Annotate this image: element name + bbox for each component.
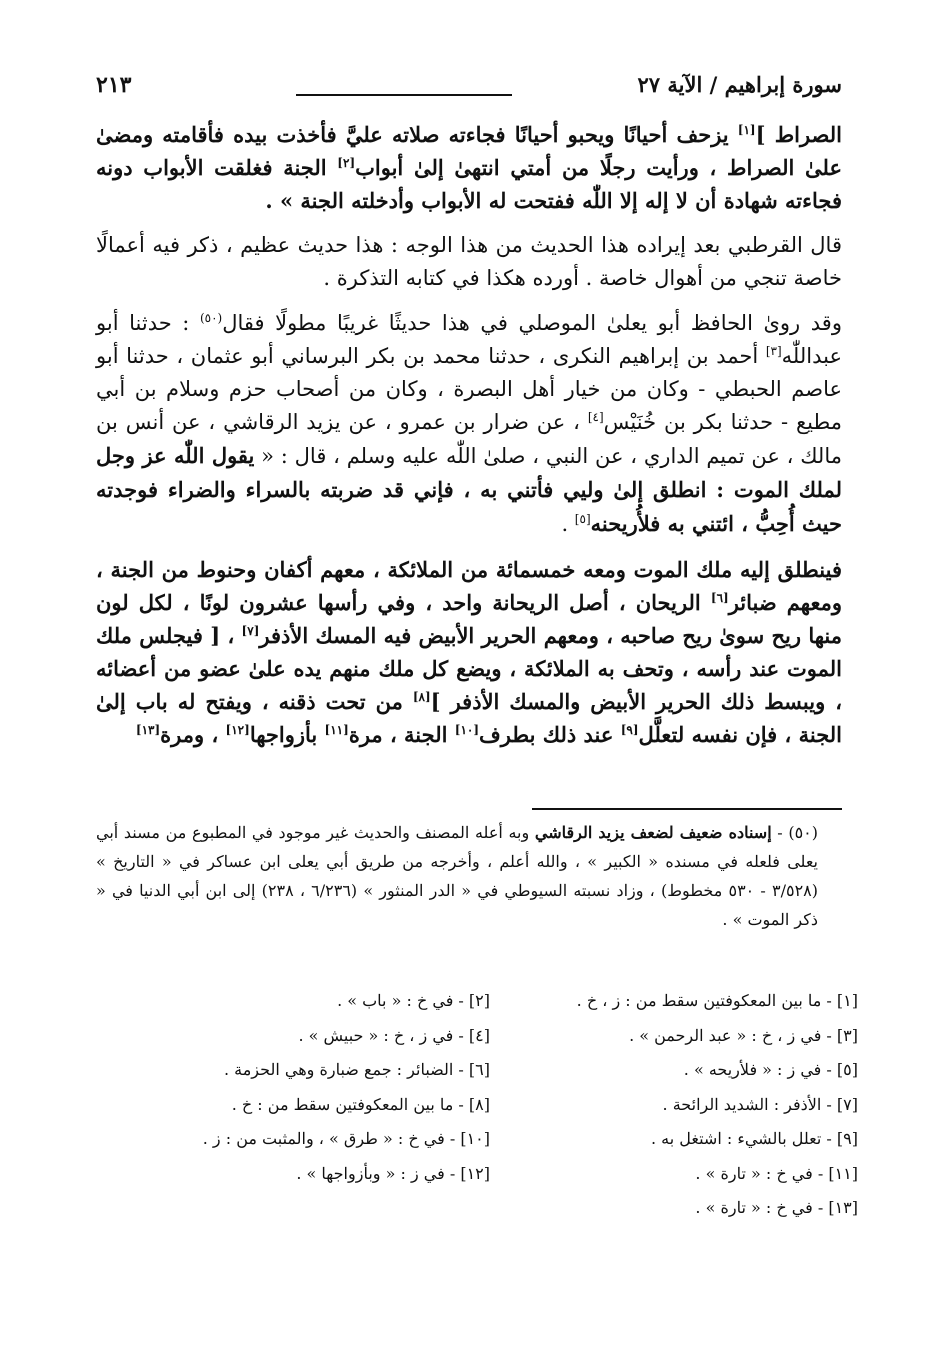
main-text bbox=[96, 118, 842, 751]
paragraph-2: قال القرطبي بعد إيراده هذا الحديث من هذا الوجه : هذا حديث عظيم ، ذكر فيه أعمالًا خاصة تنجي من أهوال خاصة . أورده هكذا في كتابه التذكرة . bbox=[96, 233, 842, 290]
notes-column-right bbox=[518, 984, 858, 1226]
note-item: [٣] - في ز ، خ : « عبد الرحمن » . bbox=[629, 1025, 858, 1045]
notes-column-left bbox=[150, 984, 490, 1191]
note-item: [٦] - الضبائر : جمع ضبارة وهي الحزمة . bbox=[223, 1060, 490, 1079]
text-run: عند ذلك بطرف bbox=[479, 722, 621, 747]
text-run: : حدثنا أبو عبداللّٰه bbox=[96, 311, 842, 368]
text-run: الجنة ، مرة bbox=[348, 722, 455, 747]
footnote-number: (٥٠) - bbox=[771, 823, 819, 842]
note-item: [٨] - ما بين المعكوفتين سقط من : خ . bbox=[231, 1094, 490, 1114]
text-run: فينطلق إليه ملك الموت ومعه خمسمائة من الملائكة ، معهم أكفان وحنوط من الجنة ، ومعهم ضبائر bbox=[96, 557, 842, 615]
paragraph-4 bbox=[96, 553, 842, 751]
footnote-ref: [٥] bbox=[574, 512, 591, 526]
footnote-ref: [٤] bbox=[587, 410, 604, 424]
footnote-ref: [٦] bbox=[710, 591, 729, 605]
footnote-ref: [٩] bbox=[620, 723, 639, 737]
text-run: ، ومرة bbox=[160, 722, 226, 747]
note-item: [٤] - في ز ، خ : « حبيش » . bbox=[298, 1025, 490, 1045]
footnote-ref: [١] bbox=[737, 123, 756, 137]
text-run: ، [ فيجلس ملك الموت عند رأسه ، وتحف به الملائكة ، ويضع كل ملك منهم يده علىٰ عضو من أعضائه ، ويبسط ذلك الحرير الأبيض والمسك الأذفر ] bbox=[96, 623, 843, 714]
footnote-ref: [٧] bbox=[241, 624, 260, 638]
note-item: [٧] - الأذفر : الشديد الرائحة . bbox=[662, 1094, 858, 1114]
paragraph-1 bbox=[96, 118, 842, 217]
footnote-ref: [١٠] bbox=[454, 723, 480, 737]
footnote-ref: [١٢] bbox=[225, 723, 250, 737]
text-run: بأزواجها bbox=[249, 722, 325, 747]
page-number: ٢١٣ bbox=[96, 72, 132, 98]
text-run: الصراط ] bbox=[755, 122, 842, 147]
surah-title: سورة إبراهيم / الآية ٢٧ bbox=[637, 72, 842, 97]
note-item: [٥] - في ز : « فلأريحه » . bbox=[683, 1060, 858, 1079]
text-run: من تحت ذقنه ، ويفتح له باب إلىٰ الجنة ، فإن نفسه لتعلَّل bbox=[96, 689, 842, 747]
text-run: الريحان ، أصل الريحانة واحد ، وفي رأسها عشرون لونًا ، لكل لون منها ريح سوىٰ ريح صاحبه ، ومعهم الحرير الأبيض فيه المسك الأذفر bbox=[96, 590, 842, 648]
hadith-quote: يقول اللّٰه عز وجل لملك الموت : انطلق إلىٰ وليي فأتني به ، فإني قد ضربته بالسراء والضراء فوجدته حيث أُحِبُّ ، ائتني به فلأُريحنه bbox=[96, 443, 842, 536]
text-run: وقد روىٰ الحافظ أبو يعلىٰ الموصلي في هذا حديثًا غريبًا مطولًا فقال bbox=[222, 311, 842, 335]
footnote-ref: [١١] bbox=[324, 723, 349, 737]
footnote-verdict: إسناده ضعيف لضعف يزيد الرقاشي bbox=[534, 823, 772, 842]
running-header bbox=[96, 72, 842, 108]
header-rule bbox=[296, 94, 512, 96]
footnote-ref: [١٣] bbox=[135, 723, 161, 737]
note-item: [١] - ما بين المعكوفتين سقط من : ز ، خ . bbox=[576, 991, 858, 1010]
note-item: [٩] - تعلل بالشيء : اشتغل به . bbox=[650, 1129, 858, 1148]
text-run: أحمد بن إبراهيم النكرى ، حدثنا محمد بن بكر البرساني أبو عثمان ، حدثنا أبو عاصم الحبطي - وكان من خيار أهل البصرة ، وكان من أصحاب حزم وسلام بن أبي مطيع - حدثنا بكر بن خُنَيْس bbox=[96, 344, 842, 434]
note-item: [١٠] - في خ : « طرق » ، والمثبت من : ز . bbox=[202, 1129, 490, 1148]
footnote-ref: [٨] bbox=[412, 690, 431, 704]
footnote-50 bbox=[96, 818, 818, 934]
paragraph-3 bbox=[96, 307, 842, 541]
note-item: [١٢] - في ز : « وبأزواجها » . bbox=[296, 1163, 490, 1183]
note-item: [١١] - في خ : « تارة » . bbox=[695, 1163, 858, 1183]
text-run: يزحف أحيانًا ويحبو أحيانًا فجاءته صلاته عليَّ فأخذت بيده فأقامته ومضىٰ علىٰ الصراط ، ورأيت رجلًا من أمتي انتهىٰ إلىٰ أبواب bbox=[96, 122, 843, 180]
footnote-ref: [٢] bbox=[337, 156, 356, 170]
text-run: ، عن ضرار بن عمرو ، عن يزيد الرقاشي ، عن أنس بن مالك ، عن تميم الداري ، عن النبي ، صلىٰ اللّٰه عليه وسلم ، قال : « bbox=[96, 410, 842, 468]
footnote-text: وبه أعله المصنف والحديث غير موجود في المطبوع من مسند أبي يعلى فلعله في مسنده « الكبير » ، والله أعلم ، وأخرجه من طريق أبي يعلى ابن عساكر في « التاريخ » (٣/٥٢٨ - ٥٣٠ مخطوط) ، وزاد نسبته السيوطي في « الدر المنثور » (٦/٢٣٦ ، ٢٣٨) إلى ابن أبي الدنيا في « ذكر الموت » . bbox=[96, 823, 819, 929]
note-item: [١٣] - في خ : « تارة » . bbox=[695, 1198, 858, 1217]
footnote-ref: [٣] bbox=[765, 344, 782, 358]
footnote-ref: (٥٠) bbox=[199, 311, 223, 325]
footnote-rule bbox=[532, 808, 842, 810]
text-run: الجنة فغلقت الأبواب دونه فجاءته شهادة أن لا إله إلا اللّٰه ففتحت له الأبواب وأدخلته الجنة » . bbox=[96, 155, 842, 213]
note-item: [٢] - في خ : « باب » . bbox=[337, 991, 490, 1010]
text-run: . bbox=[561, 512, 575, 536]
